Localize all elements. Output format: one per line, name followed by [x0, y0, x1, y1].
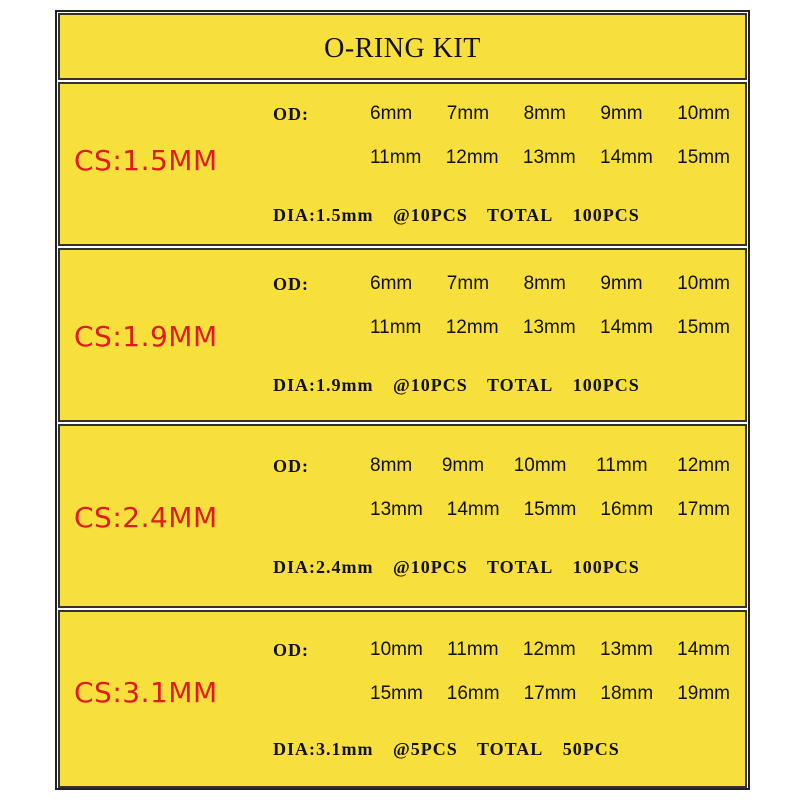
od-size: 12mm [445, 317, 499, 338]
qty-per-size: @10PCS [393, 557, 468, 577]
od-size: 16mm [600, 499, 654, 520]
od-size: 11mm [370, 147, 422, 168]
cs-label: CS:3.1MM [74, 676, 218, 709]
section-cs-3-1 [58, 610, 747, 788]
od-size: 7mm [446, 273, 490, 294]
dia-value: DIA:1.5mm [273, 205, 374, 225]
od-size: 8mm [370, 455, 413, 476]
od-size: 9mm [600, 273, 643, 294]
od-size: 12mm [522, 639, 576, 660]
od-size: 14mm [446, 499, 500, 520]
qty-per-size: @10PCS [393, 205, 468, 225]
od-size: 17mm [677, 499, 730, 520]
od-size: 13mm [522, 147, 576, 168]
od-size: 13mm [522, 317, 576, 338]
total-label: TOTAL [476, 739, 544, 759]
od-size: 15mm [677, 147, 730, 168]
dia-summary [273, 739, 723, 760]
od-size: 11mm [447, 639, 499, 660]
od-size: 18mm [600, 683, 654, 704]
dia-summary [273, 557, 723, 578]
od-size: 7mm [446, 103, 490, 124]
total-label: TOTAL [486, 375, 554, 395]
qty-per-size: @5PCS [393, 739, 458, 759]
cs-label: CS:2.4MM [74, 501, 218, 534]
section-cs-1-9 [58, 248, 747, 422]
cs-label: CS:1.9MM [74, 320, 218, 353]
od-sizes-row-2 [370, 683, 730, 705]
qty-per-size: @10PCS [393, 375, 468, 395]
od-label: OD: [273, 640, 309, 660]
od-sizes-row-2 [370, 317, 730, 339]
od-size: 19mm [677, 683, 730, 704]
od-size: 15mm [677, 317, 730, 338]
od-size: 10mm [677, 273, 730, 294]
od-size: 11mm [596, 455, 648, 476]
od-size: 10mm [370, 639, 423, 660]
od-label: OD: [273, 274, 309, 294]
od-size: 8mm [523, 103, 566, 124]
od-size: 6mm [370, 273, 413, 294]
total-value: 100PCS [572, 375, 640, 395]
od-size: 6mm [370, 103, 413, 124]
od-size: 14mm [677, 639, 730, 660]
od-size: 13mm [370, 499, 423, 520]
od-sizes-row-2 [370, 499, 730, 521]
section-cs-1-5 [58, 82, 747, 246]
page-title: O-RING KIT [324, 33, 481, 64]
dia-summary [273, 205, 723, 226]
dia-summary [273, 375, 723, 396]
od-size: 14mm [600, 317, 653, 338]
cs-label: CS:1.5MM [74, 144, 218, 177]
dia-value: DIA:1.9mm [273, 375, 374, 395]
od-size: 10mm [677, 103, 730, 124]
od-size: 15mm [370, 683, 423, 704]
title-panel [58, 13, 747, 80]
od-size: 12mm [445, 147, 499, 168]
od-sizes-row-1 [370, 455, 730, 477]
total-value: 100PCS [572, 557, 640, 577]
od-label: OD: [273, 456, 309, 476]
od-size: 9mm [600, 103, 643, 124]
od-size: 12mm [677, 455, 730, 476]
od-sizes-row-2 [370, 147, 730, 169]
od-size: 11mm [370, 317, 422, 338]
dia-value: DIA:2.4mm [273, 557, 374, 577]
od-size: 10mm [513, 455, 567, 476]
od-size: 15mm [523, 499, 577, 520]
total-value: 50PCS [562, 739, 620, 759]
od-size: 13mm [600, 639, 653, 660]
od-size: 17mm [523, 683, 577, 704]
od-size: 8mm [523, 273, 566, 294]
od-label: OD: [273, 104, 309, 124]
total-label: TOTAL [486, 557, 554, 577]
od-size: 16mm [446, 683, 500, 704]
total-label: TOTAL [486, 205, 554, 225]
total-value: 100PCS [572, 205, 640, 225]
od-size: 9mm [441, 455, 485, 476]
dia-value: DIA:3.1mm [273, 739, 374, 759]
od-size: 14mm [600, 147, 653, 168]
od-sizes-row-1 [370, 273, 730, 295]
od-sizes-row-1 [370, 639, 730, 661]
od-sizes-row-1 [370, 103, 730, 125]
section-cs-2-4 [58, 424, 747, 608]
